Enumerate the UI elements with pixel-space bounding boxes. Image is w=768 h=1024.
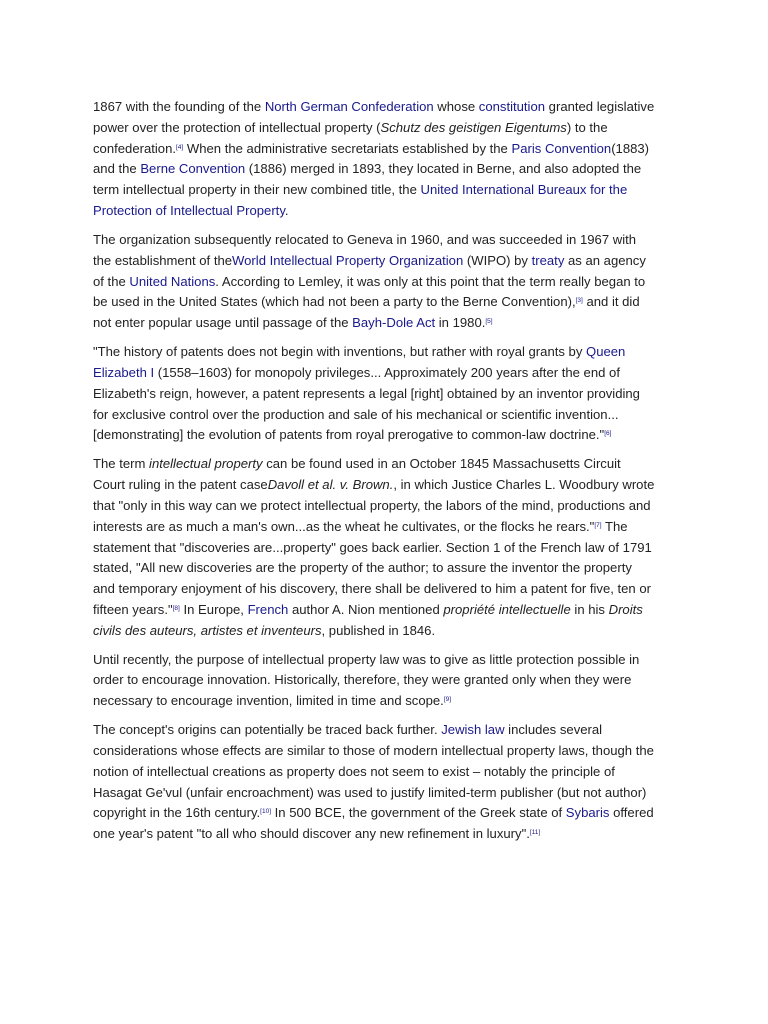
italic-text: Droits: [608, 601, 643, 617]
body-text: Court ruling in the patent case: [93, 477, 268, 493]
body-text: Elizabeth's reign, however, a patent represents a legal [right] obtained by an inventor providing: [93, 385, 640, 401]
link-constitution[interactable]: constitution: [478, 99, 546, 114]
text-line: [93, 272, 693, 293]
body-text: .: [284, 202, 289, 218]
text-line: [93, 180, 693, 201]
text-line: [93, 803, 693, 824]
link-queen-elizabeth[interactable]: Elizabeth I: [93, 364, 155, 380]
body-text: can be found used in an October 1845 Massachusetts Circuit: [262, 456, 621, 472]
text-line: [93, 97, 693, 118]
body-text: The organization subsequently relocated to Geneva in 1960, and was succeeded in 1967 with: [93, 231, 637, 247]
text-line: [93, 159, 693, 180]
text-line: [93, 691, 693, 712]
body-text: confederation.: [93, 140, 176, 156]
text-line: [93, 496, 693, 517]
citation-ref-11[interactable]: [11]: [529, 829, 541, 837]
body-text: (WIPO) by: [463, 252, 532, 268]
body-text: copyright in the 16th century.: [93, 805, 261, 821]
body-text: and temporary enjoyment of his discovery, there shall be delivered to him a patent for five, ten or: [93, 581, 651, 597]
text-line: [93, 741, 693, 762]
body-text: not enter popular usage until passage of the: [93, 315, 353, 331]
body-text: fifteen years.": [93, 601, 173, 617]
body-text: "The history of patents does not begin with inventions, but rather with royal grants by: [93, 344, 587, 360]
para-term-usage: [93, 454, 693, 641]
citation-ref-6[interactable]: [6]: [604, 430, 612, 438]
para-patents-history: [93, 342, 693, 446]
link-jewish-law[interactable]: Jewish law: [441, 722, 505, 738]
body-text: in 1980.: [435, 315, 486, 331]
link-united-international-bureaux[interactable]: United International Bureaux for the: [420, 182, 628, 198]
citation-ref-8[interactable]: [8]: [172, 604, 180, 612]
body-text: that "only in this way can we protect intellectual property, the labors of the mind, productions and: [93, 497, 651, 513]
citation-ref-7[interactable]: [7]: [594, 521, 602, 529]
link-bayh-dole-act[interactable]: Bayh-Dole Act: [352, 315, 436, 331]
text-line: [93, 824, 693, 845]
body-text: the establishment of the: [93, 252, 233, 268]
body-text: author A. Nion mentioned: [288, 601, 444, 617]
body-text: necessary to encourage invention, limited in time and scope.: [93, 693, 444, 709]
body-text: term intellectual property in their new combined title, the: [93, 182, 421, 198]
text-line: [93, 538, 693, 559]
link-sybaris[interactable]: Sybaris: [565, 805, 610, 821]
citation-ref-5[interactable]: [5]: [485, 318, 493, 326]
body-text: , published in 1846.: [321, 622, 436, 638]
body-text: interests are as much a man's own...as the wheat he cultivates, or the flocks he rears.": [93, 518, 595, 534]
text-line: [93, 650, 693, 671]
body-text: and the: [93, 161, 141, 177]
link-french[interactable]: French: [247, 601, 289, 617]
body-text: When the administrative secretariats established by the: [183, 140, 512, 156]
article-body: [93, 97, 693, 853]
body-text: Hasagat Ge'vul (unfair encroachment) was used to justify limited-term publisher (but not author): [93, 784, 647, 800]
body-text: The concept's origins can potentially be traced back further.: [93, 722, 442, 738]
body-text: and it did: [582, 294, 640, 310]
body-text: for exclusive control over the production and sale of his mechanical or scientific invention...: [93, 406, 619, 422]
text-line: [93, 454, 693, 475]
body-text: as an agency: [564, 252, 646, 268]
body-text: 1867 with the founding of the: [93, 99, 265, 114]
body-text: order to encourage innovation. Historically, therefore, they were granted only when they were: [93, 672, 632, 688]
text-line: [93, 139, 693, 160]
citation-ref-3[interactable]: [3]: [575, 297, 583, 305]
body-text: (1883): [611, 140, 650, 156]
citation-ref-10[interactable]: [10]: [260, 808, 272, 816]
text-line: [93, 600, 693, 621]
body-text: statement that "discoveries are...property" goes back earlier. Section 1 of the French law of 1791: [93, 539, 652, 555]
body-text: stated, "All new discoveries are the property of the author; to assure the inventor the property: [93, 560, 632, 576]
text-line: [93, 425, 693, 446]
italic-text: civils des auteurs, artistes et inventeurs: [93, 622, 322, 638]
text-line: [93, 292, 693, 313]
link-united-nations[interactable]: United Nations: [129, 273, 216, 289]
body-text: , in which Justice Charles L. Woodbury wrote: [393, 477, 655, 493]
link-berne-convention[interactable]: Berne Convention: [140, 161, 246, 177]
body-text: be used in the United States (which had not been a party to the Berne Convention),: [93, 294, 576, 310]
text-line: [93, 342, 693, 363]
body-text: notion of intellectual creations as property does not seem to exist – notably the principle of: [93, 763, 615, 779]
text-line: [93, 579, 693, 600]
body-text: [demonstrating] the evolution of patents from royal prerogative to common-law doctrine.": [93, 427, 605, 443]
body-text: of the: [93, 273, 130, 289]
italic-text: Schutz des geistigen Eigentums: [380, 119, 567, 135]
body-text: includes several: [504, 722, 603, 738]
italic-text: intellectual property: [149, 456, 263, 472]
body-text: whose: [433, 99, 479, 114]
body-text: considerations whose effects are similar to those of modern intellectual property laws, though the: [93, 743, 654, 759]
body-text: . According to Lemley, it was only at this point that the term really began to: [215, 273, 646, 289]
para-purpose: [93, 650, 693, 712]
para-concept-origins: [93, 720, 693, 845]
text-line: [93, 313, 693, 334]
text-line: [93, 720, 693, 741]
text-line: [93, 558, 693, 579]
citation-ref-9[interactable]: [9]: [443, 696, 452, 704]
link-paris-convention[interactable]: Paris Convention: [511, 140, 612, 156]
para-origins: [93, 97, 693, 222]
italic-text: propriété intellectuelle: [443, 601, 571, 617]
body-text: in his: [570, 601, 609, 617]
text-line: [93, 670, 693, 691]
text-line: [93, 475, 693, 496]
text-line: [93, 405, 693, 426]
text-line: [93, 118, 693, 139]
italic-text: Davoll et al. v. Brown.: [267, 477, 394, 493]
body-text: The term: [93, 456, 150, 472]
body-text: (1886) merged in 1893, they located in Berne, and also adopted the: [245, 161, 642, 177]
link-wipo[interactable]: World Intellectual Property Organization: [232, 252, 464, 268]
body-text: Until recently, the purpose of intellectual property law was to give as little protection possible in: [93, 651, 640, 667]
link-treaty[interactable]: treaty: [531, 252, 565, 268]
text-line: [93, 230, 693, 251]
link-queen-elizabeth[interactable]: Queen: [586, 344, 626, 360]
body-text: power over the protection of intellectual property (: [93, 119, 381, 135]
text-line: [93, 201, 693, 222]
body-text: The: [601, 518, 628, 534]
text-line: [93, 621, 693, 642]
text-line: [93, 762, 693, 783]
citation-ref-4[interactable]: [4]: [176, 143, 184, 151]
para-organization: [93, 230, 693, 334]
text-line: [93, 783, 693, 804]
link-north-german-confederation[interactable]: North German Confederation: [264, 99, 434, 114]
body-text: ) to the: [566, 119, 608, 135]
body-text: (1558–1603) for monopoly privileges... Approximately 200 years after the end of: [154, 364, 620, 380]
link-united-international-bureaux[interactable]: Protection of Intellectual Property: [93, 202, 285, 218]
body-text: one year's patent "to all who should discover any new refinement in luxury".: [93, 826, 530, 842]
text-line: [93, 384, 693, 405]
body-text: In Europe,: [179, 601, 248, 617]
text-line: [93, 251, 693, 272]
body-text: offered: [609, 805, 654, 821]
text-line: [93, 363, 693, 384]
body-text: granted legislative: [545, 99, 655, 114]
text-line: [93, 517, 693, 538]
body-text: In 500 BCE, the government of the Greek state of: [271, 805, 566, 821]
